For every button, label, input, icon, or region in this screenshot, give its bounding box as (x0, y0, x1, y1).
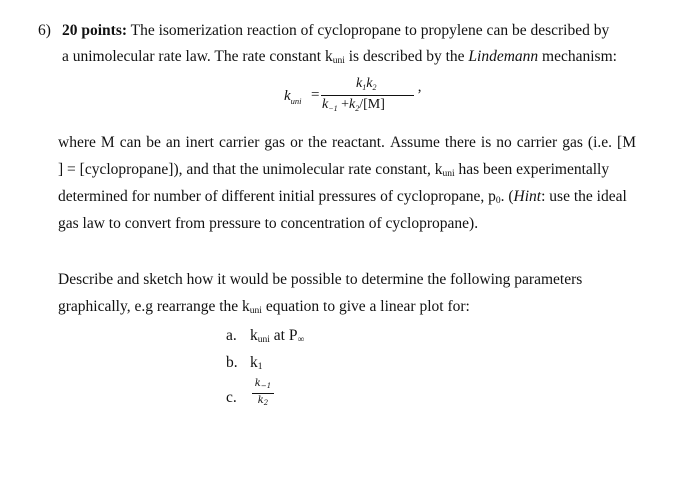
kuni-subscript-2: uni (442, 169, 455, 179)
line-5-text-b: . ( (500, 188, 514, 205)
question-line-6: gas law to convert from pressure to concentration of cyclopropane). (58, 215, 479, 232)
question-line-8 (58, 297, 470, 321)
line-5-text-a: determined for number of different initial pressures of cyclopropane, p (58, 188, 496, 205)
question-line-7: Describe and sketch how it would be possible to determine the following parameters (58, 271, 583, 288)
lindemann-italic: Lindemann (468, 48, 539, 65)
line-3-word: an (165, 134, 181, 151)
line-3-word: carrier (218, 134, 260, 151)
item-text: k (250, 354, 258, 371)
line-3-word: or (290, 134, 304, 151)
line-2-text-b: is described by the (344, 48, 469, 65)
line-3-word: gas (562, 134, 583, 151)
points-label: 20 points: (62, 22, 128, 39)
line-3-word: be (146, 134, 161, 151)
infinity-subscript: ∞ (297, 335, 305, 345)
ratio-fraction (252, 378, 274, 409)
question-line-3 (58, 133, 636, 153)
p0-subscript: 0 (495, 196, 501, 206)
question-number: 6) (38, 22, 51, 39)
line-3-word: can (119, 134, 142, 151)
line-3-word: [M (617, 134, 636, 151)
line-5-text-c: : use the ideal (541, 188, 627, 205)
line-3-word: M (100, 134, 115, 151)
fraction-numerator: $k_{-1}$ (254, 378, 272, 390)
line-3-word: no (496, 134, 512, 151)
fraction-bar (252, 393, 274, 394)
list-item-a (226, 326, 304, 350)
question-line-2 (62, 47, 617, 71)
line-1-text: The isomerization reaction of cyclopropane to propylene can be described by (127, 22, 610, 39)
line-3-word: the (308, 134, 327, 151)
item-tail: at P (269, 327, 298, 344)
list-item-b (226, 353, 263, 377)
question-line-5 (58, 187, 636, 211)
line-3-word: gas (264, 134, 286, 151)
line-2-text-c: mechanism: (538, 48, 617, 65)
question-line-1 (62, 21, 609, 41)
line-8-text-a: graphically, e.g rearrange the k (58, 298, 250, 315)
kuni-subscript: uni (332, 56, 345, 66)
fraction-denominator: $k_2$ (257, 395, 269, 407)
question-line-4 (58, 160, 636, 184)
line-4-text-b: has been experimentally (454, 161, 610, 178)
item-text: k (250, 327, 258, 344)
line-8-text-b: equation to give a linear plot for: (261, 298, 470, 315)
item-subscript: 1 (257, 362, 263, 372)
line-4-text-a: ] = [cyclopropane]), and that the unimolecular rate constant, k (58, 161, 443, 178)
equation-equals: = (311, 87, 320, 103)
line-2-text-a: a unimolecular rate law. The rate constant k (62, 48, 333, 65)
equation-lhs: $k_{uni}$ (284, 88, 302, 106)
line-3-word: is (480, 134, 492, 151)
equation-fraction-bar (321, 95, 414, 96)
item-label: a. (226, 327, 237, 344)
list-item-c (226, 388, 250, 408)
line-3-word: Assume (389, 134, 440, 151)
line-3-word: where (58, 134, 96, 151)
equation-numerator: $k_1k_2$ (356, 76, 377, 92)
line-3-word: (i.e. (587, 134, 613, 151)
item-subscript: uni (257, 335, 270, 345)
equation-comma: ’ (417, 87, 422, 103)
line-3-word: inert (185, 134, 214, 151)
hint-italic: Hint (513, 188, 542, 205)
equation-denominator: $k_{-1} +k_2/[M]$ (322, 97, 385, 113)
line-3-word: carrier (516, 134, 558, 151)
item-label: c. (226, 389, 237, 406)
line-3-word: there (444, 134, 476, 151)
item-label: b. (226, 354, 238, 371)
lindemann-equation (284, 76, 444, 124)
line-3-word: reactant. (332, 134, 385, 151)
kuni-subscript-3: uni (249, 306, 262, 316)
